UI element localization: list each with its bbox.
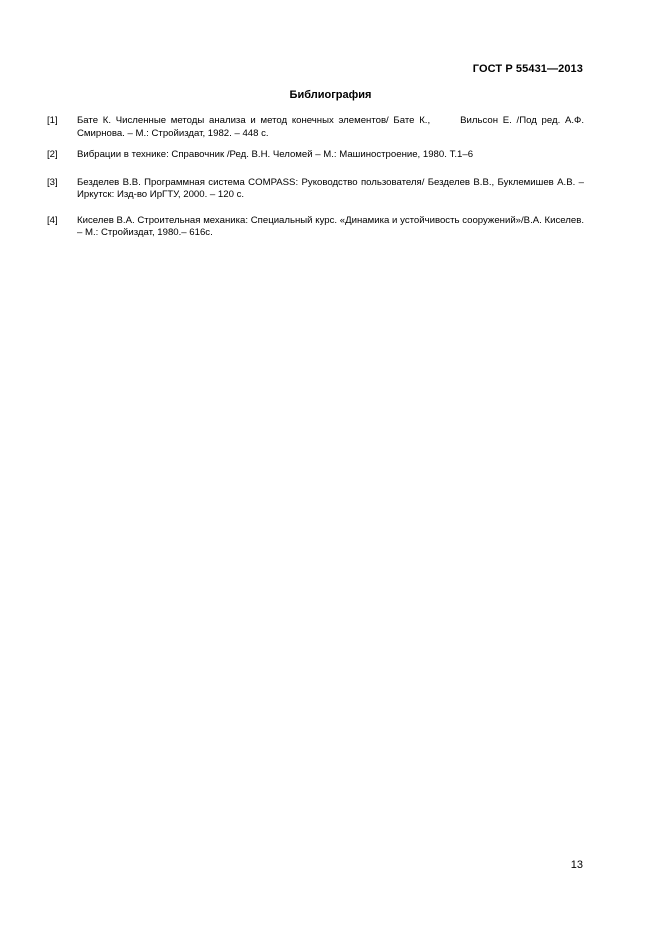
entry-number: [3]	[47, 176, 58, 188]
bibliography-title: Библиография	[289, 89, 372, 101]
bibliography-entry	[47, 115, 584, 140]
entry-number: [4]	[47, 214, 58, 226]
page-number: 13	[570, 859, 583, 871]
entry-text	[77, 115, 584, 140]
bibliography-list	[47, 115, 584, 249]
bibliography-entry	[47, 215, 584, 240]
entry-number: [1]	[47, 115, 58, 126]
document-code: ГОСТ Р 55431—2013	[472, 63, 583, 75]
entry-text: Безделев В.В. Программная система COMPASS: Руководство пользователя/ Безделев В.В., Буклемишев А.В. – Иркутск: Изд-во ИрГТУ, 2000. – 120 с.	[77, 176, 584, 200]
entry-text-part: Бате К. Численные методы анализа и метод конечных элементов/ Бате К.,	[77, 115, 431, 126]
bibliography-entry	[47, 177, 584, 202]
bibliography-entry	[47, 149, 584, 162]
entry-text-part: Вильсон Е. /Под ред. А.Ф. Смирнова. – М.: Стройиздат, 1982. – 448 с.	[77, 115, 584, 139]
entry-number: [2]	[47, 149, 58, 160]
entry-text: Киселев В.А. Строительная механика: Специальный курс. «Динамика и устойчивость сооружений»/В.А. Киселев. – М.: Стройиздат, 1980.– 616с.	[77, 214, 584, 238]
entry-text: Вибрации в технике: Справочник /Ред. В.Н. Челомей – М.: Машиностроение, 1980. Т.1–6	[77, 149, 474, 160]
